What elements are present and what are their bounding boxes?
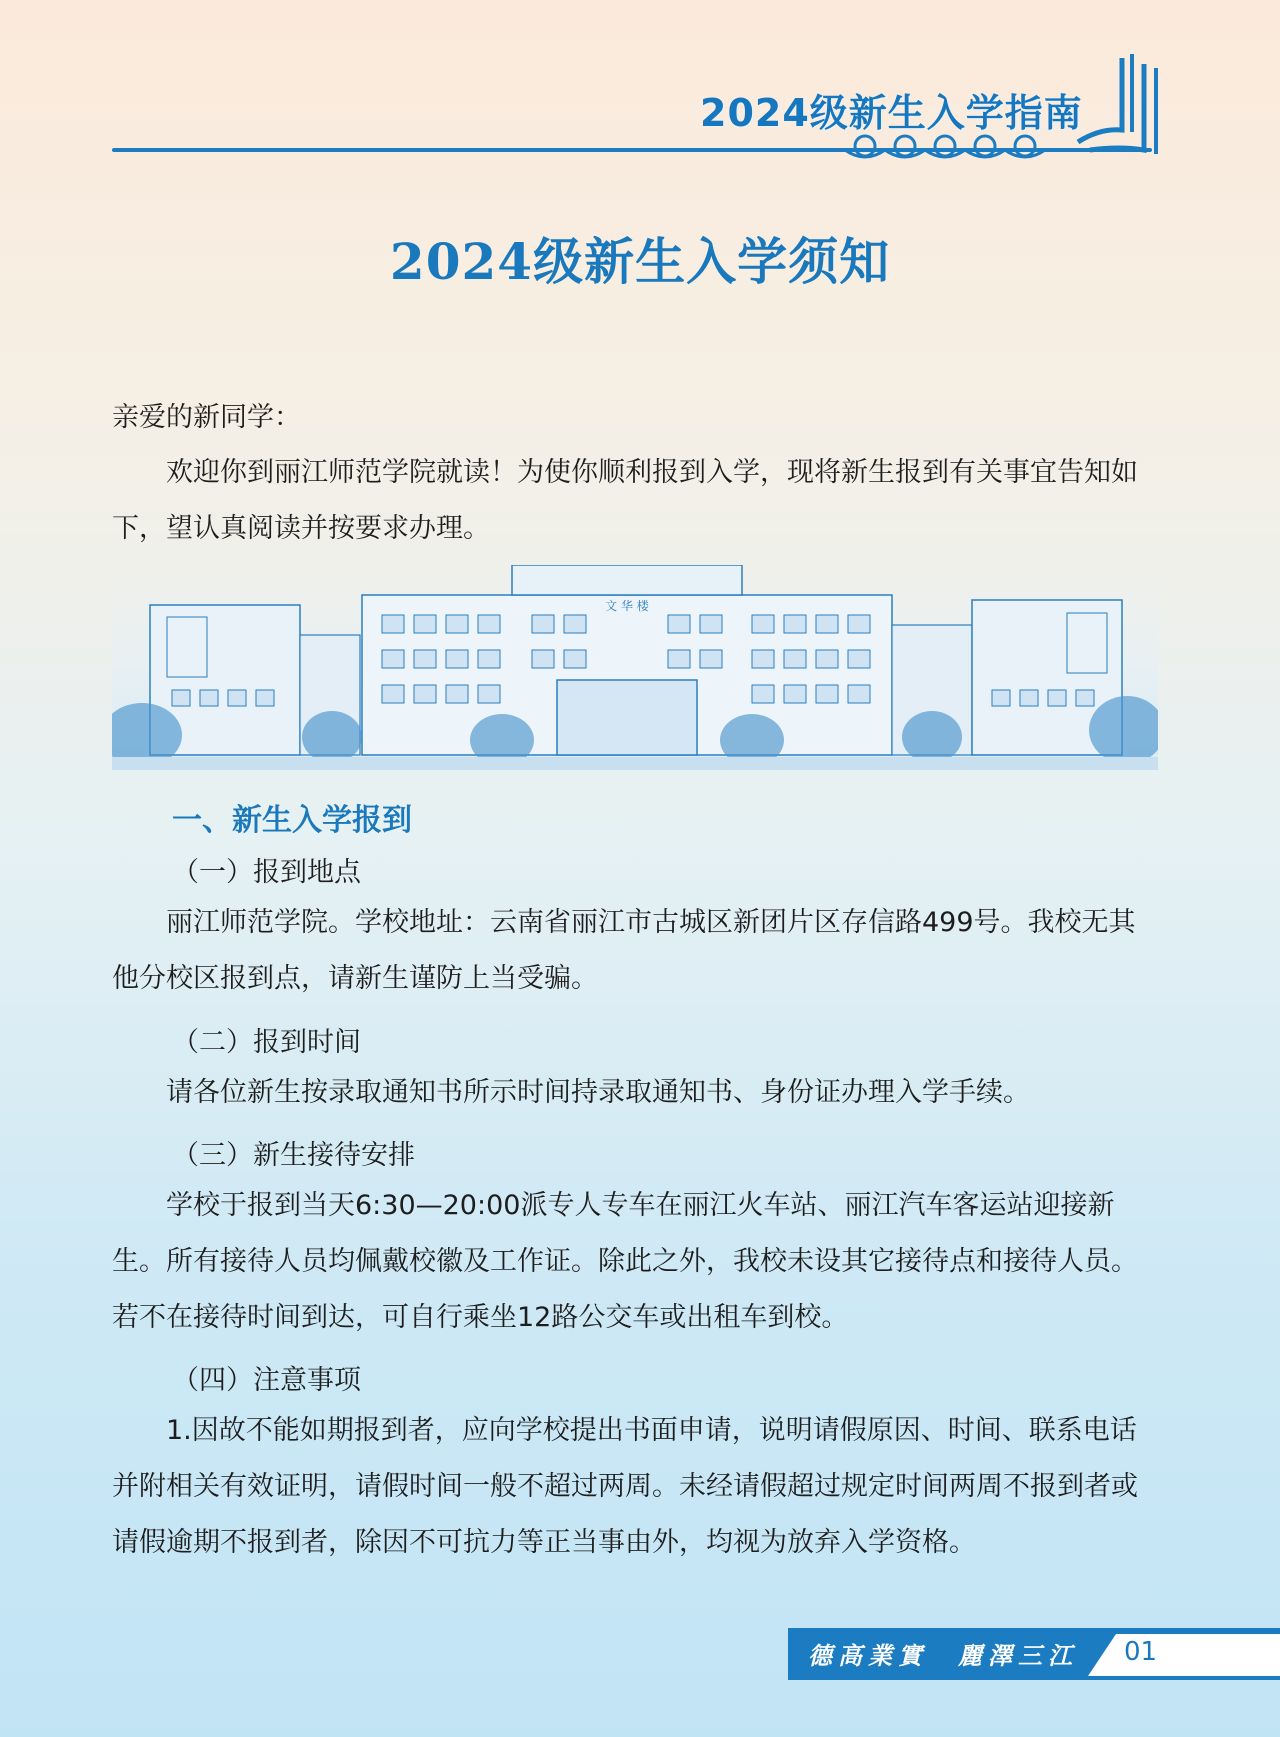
- time-paragraph: 请各位新生按录取通知书所示时间持录取通知书、身份证办理入学手续。: [166, 1077, 1030, 1108]
- header-title: 2024级新生入学指南: [700, 91, 1083, 135]
- reception-paragraph: 学校于报到当天6:30—20:00派专人专车在丽江火车站、丽江汽车客运站迎接新生。所有接待人员均佩戴校徽及工作证。除此之外，我校未设其它接待点和接待人员。若不在接待时间到达，可自行乘坐12路公交车或出租车到校。: [112, 1190, 1138, 1333]
- campus-building-illustration: [112, 565, 1158, 770]
- greeting: 亲爱的新同学：: [112, 402, 301, 433]
- subsection-heading-location: （一）报到地点: [172, 857, 361, 888]
- building-sign: 文 华 楼: [605, 599, 649, 613]
- footer-slogan: 德高業實 麗澤三江: [808, 1641, 1078, 1670]
- subsection-heading-time: （二）报到时间: [172, 1027, 361, 1058]
- location-paragraph: 丽江师范学院。学校地址：云南省丽江市古城区新团片区存信路499号。我校无其他分校区报到点，请新生谨防上当受骗。: [112, 907, 1136, 994]
- page-number: 01: [1124, 1637, 1158, 1667]
- section-heading: 一、新生入学报到: [172, 803, 412, 838]
- subsection-heading-notes: （四）注意事项: [172, 1365, 361, 1396]
- cloud-ornament-icon: [835, 132, 1075, 162]
- header-divider: [112, 148, 1152, 152]
- intro-paragraph: 欢迎你到丽江师范学院就读！为使你顺利报到入学，现将新生报到有关事宜告知如下，望认真阅读并按要求办理。: [112, 457, 1138, 544]
- book-icon: [1070, 50, 1160, 155]
- subsection-heading-reception: （三）新生接待安排: [172, 1140, 415, 1171]
- page-title: 2024级新生入学须知: [389, 232, 891, 291]
- footer-page-tab: [1088, 1634, 1280, 1676]
- notes-paragraph: 1.因故不能如期报到者，应向学校提出书面申请，说明请假原因、时间、联系电话并附相关有效证明，请假时间一般不超过两周。未经请假超过规定时间两周不报到者或请假逾期不报到者，除因不可抗力等正当事由外，均视为放弃入学资格。: [112, 1415, 1138, 1558]
